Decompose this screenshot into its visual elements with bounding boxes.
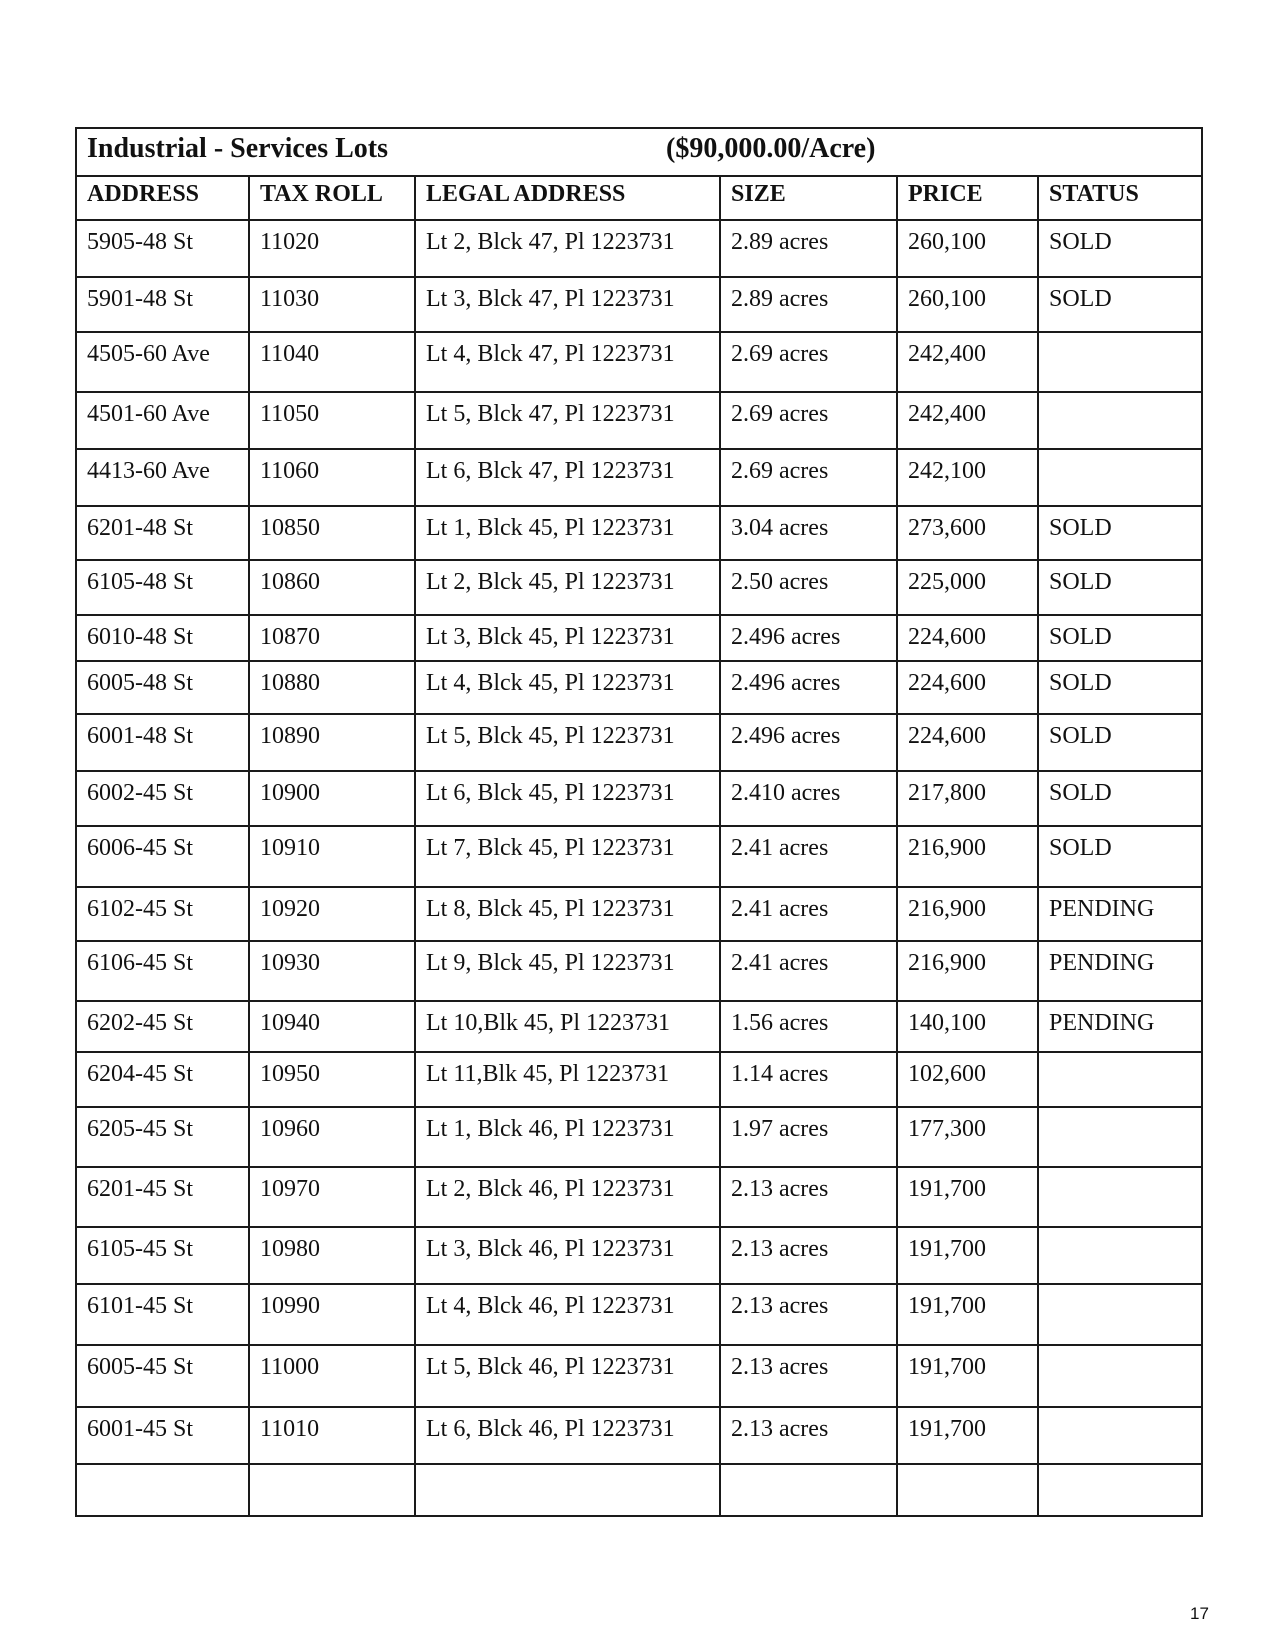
- cell-tax-roll: 10920: [249, 887, 415, 941]
- cell-size: 2.13 acres: [720, 1284, 897, 1345]
- industrial-lots-table: [75, 127, 1203, 1517]
- cell-address: 6105-45 St: [76, 1227, 249, 1284]
- cell-legal-address: Lt 6, Blck 45, Pl 1223731: [415, 771, 720, 826]
- cell-status: [1038, 1227, 1202, 1284]
- column-header-status: STATUS: [1038, 176, 1202, 220]
- cell-size: 2.496 acres: [720, 615, 897, 661]
- cell-tax-roll: 11010: [249, 1407, 415, 1464]
- cell-price: 216,900: [897, 941, 1038, 1001]
- cell-status: [1038, 449, 1202, 506]
- cell-address: 6101-45 St: [76, 1284, 249, 1345]
- table-row: [76, 560, 1202, 615]
- table-row: [76, 1464, 1202, 1516]
- cell-address: 4413-60 Ave: [76, 449, 249, 506]
- cell-price: 216,900: [897, 887, 1038, 941]
- cell-price: 242,100: [897, 449, 1038, 506]
- cell-price: 225,000: [897, 560, 1038, 615]
- cell-size: 2.410 acres: [720, 771, 897, 826]
- cell-size: 1.97 acres: [720, 1107, 897, 1167]
- cell-size: 2.13 acres: [720, 1345, 897, 1407]
- table-row: [76, 1167, 1202, 1227]
- cell-legal-address: Lt 4, Blck 45, Pl 1223731: [415, 661, 720, 714]
- table-row: [76, 392, 1202, 449]
- cell-size: 2.50 acres: [720, 560, 897, 615]
- cell-tax-roll: 10980: [249, 1227, 415, 1284]
- cell-legal-address: Lt 2, Blck 47, Pl 1223731: [415, 220, 720, 277]
- cell-price: 224,600: [897, 615, 1038, 661]
- cell-legal-address: Lt 3, Blck 45, Pl 1223731: [415, 615, 720, 661]
- cell-tax-roll: 10940: [249, 1001, 415, 1052]
- cell-tax-roll: 11040: [249, 332, 415, 392]
- table-title-cell: [76, 128, 1202, 176]
- cell-status: [1038, 332, 1202, 392]
- cell-tax-roll: 10970: [249, 1167, 415, 1227]
- table-row: [76, 1284, 1202, 1345]
- cell-size: [720, 1464, 897, 1516]
- cell-tax-roll: 11060: [249, 449, 415, 506]
- cell-size: 1.56 acres: [720, 1001, 897, 1052]
- cell-legal-address: Lt 3, Blck 47, Pl 1223731: [415, 277, 720, 332]
- cell-legal-address: [415, 1464, 720, 1516]
- column-header-size: SIZE: [720, 176, 897, 220]
- cell-status: [1038, 1284, 1202, 1345]
- table-row: [76, 615, 1202, 661]
- cell-size: 1.14 acres: [720, 1052, 897, 1107]
- cell-address: 5905-48 St: [76, 220, 249, 277]
- cell-price: [897, 1464, 1038, 1516]
- cell-price: 191,700: [897, 1284, 1038, 1345]
- cell-price: 140,100: [897, 1001, 1038, 1052]
- cell-address: 6005-48 St: [76, 661, 249, 714]
- table-row: [76, 449, 1202, 506]
- cell-status: PENDING: [1038, 887, 1202, 941]
- table-row: [76, 941, 1202, 1001]
- cell-price: 177,300: [897, 1107, 1038, 1167]
- cell-status: SOLD: [1038, 771, 1202, 826]
- cell-legal-address: Lt 9, Blck 45, Pl 1223731: [415, 941, 720, 1001]
- cell-tax-roll: 10930: [249, 941, 415, 1001]
- cell-size: 2.496 acres: [720, 661, 897, 714]
- cell-price: 102,600: [897, 1052, 1038, 1107]
- table-row: [76, 661, 1202, 714]
- table-row: [76, 1227, 1202, 1284]
- cell-price: 217,800: [897, 771, 1038, 826]
- cell-address: 6006-45 St: [76, 826, 249, 887]
- cell-size: 2.496 acres: [720, 714, 897, 771]
- cell-legal-address: Lt 5, Blck 46, Pl 1223731: [415, 1345, 720, 1407]
- cell-legal-address: Lt 5, Blck 47, Pl 1223731: [415, 392, 720, 449]
- cell-address: [76, 1464, 249, 1516]
- cell-tax-roll: 10900: [249, 771, 415, 826]
- cell-legal-address: Lt 8, Blck 45, Pl 1223731: [415, 887, 720, 941]
- cell-status: [1038, 1407, 1202, 1464]
- table-title: Industrial - Services Lots: [87, 133, 388, 164]
- table-row: [76, 887, 1202, 941]
- table-row: [76, 1107, 1202, 1167]
- table-row: [76, 714, 1202, 771]
- cell-status: SOLD: [1038, 714, 1202, 771]
- cell-status: [1038, 1464, 1202, 1516]
- cell-tax-roll: 11030: [249, 277, 415, 332]
- cell-size: 3.04 acres: [720, 506, 897, 560]
- table-row: [76, 1052, 1202, 1107]
- cell-tax-roll: 11050: [249, 392, 415, 449]
- table-row: [76, 332, 1202, 392]
- cell-tax-roll: 11020: [249, 220, 415, 277]
- cell-size: 2.13 acres: [720, 1227, 897, 1284]
- cell-price: 273,600: [897, 506, 1038, 560]
- cell-address: 6010-48 St: [76, 615, 249, 661]
- cell-address: 6002-45 St: [76, 771, 249, 826]
- cell-tax-roll: [249, 1464, 415, 1516]
- cell-size: 2.41 acres: [720, 887, 897, 941]
- cell-address: 4505-60 Ave: [76, 332, 249, 392]
- cell-legal-address: Lt 4, Blck 46, Pl 1223731: [415, 1284, 720, 1345]
- table-header-row: [76, 176, 1202, 220]
- cell-tax-roll: 10950: [249, 1052, 415, 1107]
- cell-legal-address: Lt 1, Blck 45, Pl 1223731: [415, 506, 720, 560]
- cell-legal-address: Lt 6, Blck 47, Pl 1223731: [415, 449, 720, 506]
- cell-price: 191,700: [897, 1227, 1038, 1284]
- cell-status: SOLD: [1038, 661, 1202, 714]
- cell-tax-roll: 10960: [249, 1107, 415, 1167]
- cell-legal-address: Lt 11,Blk 45, Pl 1223731: [415, 1052, 720, 1107]
- cell-status: SOLD: [1038, 615, 1202, 661]
- cell-tax-roll: 10850: [249, 506, 415, 560]
- cell-size: 2.41 acres: [720, 941, 897, 1001]
- cell-address: 6204-45 St: [76, 1052, 249, 1107]
- table-title-row: [76, 128, 1202, 176]
- cell-address: 6001-48 St: [76, 714, 249, 771]
- cell-tax-roll: 10910: [249, 826, 415, 887]
- cell-status: [1038, 1107, 1202, 1167]
- cell-address: 6102-45 St: [76, 887, 249, 941]
- table-row: [76, 1407, 1202, 1464]
- lots-table-body: [76, 128, 1202, 1516]
- cell-status: PENDING: [1038, 1001, 1202, 1052]
- cell-tax-roll: 10990: [249, 1284, 415, 1345]
- cell-size: 2.13 acres: [720, 1407, 897, 1464]
- cell-legal-address: Lt 3, Blck 46, Pl 1223731: [415, 1227, 720, 1284]
- cell-tax-roll: 10870: [249, 615, 415, 661]
- cell-status: PENDING: [1038, 941, 1202, 1001]
- cell-tax-roll: 10890: [249, 714, 415, 771]
- price-per-acre: ($90,000.00/Acre): [666, 133, 876, 164]
- cell-legal-address: Lt 4, Blck 47, Pl 1223731: [415, 332, 720, 392]
- cell-tax-roll: 10880: [249, 661, 415, 714]
- cell-price: 224,600: [897, 714, 1038, 771]
- cell-size: 2.69 acres: [720, 392, 897, 449]
- cell-address: 6201-48 St: [76, 506, 249, 560]
- cell-size: 2.69 acres: [720, 332, 897, 392]
- cell-address: 5901-48 St: [76, 277, 249, 332]
- cell-status: SOLD: [1038, 506, 1202, 560]
- cell-address: 6106-45 St: [76, 941, 249, 1001]
- cell-size: 2.89 acres: [720, 220, 897, 277]
- table-row: [76, 277, 1202, 332]
- cell-status: [1038, 1167, 1202, 1227]
- column-header-legal-address: LEGAL ADDRESS: [415, 176, 720, 220]
- cell-price: 191,700: [897, 1345, 1038, 1407]
- cell-legal-address: Lt 5, Blck 45, Pl 1223731: [415, 714, 720, 771]
- cell-legal-address: Lt 1, Blck 46, Pl 1223731: [415, 1107, 720, 1167]
- cell-address: 6201-45 St: [76, 1167, 249, 1227]
- cell-price: 224,600: [897, 661, 1038, 714]
- table-row: [76, 771, 1202, 826]
- table-row: [76, 506, 1202, 560]
- cell-address: 6205-45 St: [76, 1107, 249, 1167]
- cell-legal-address: Lt 6, Blck 46, Pl 1223731: [415, 1407, 720, 1464]
- cell-size: 2.89 acres: [720, 277, 897, 332]
- table-row: [76, 220, 1202, 277]
- cell-price: 260,100: [897, 220, 1038, 277]
- cell-status: [1038, 392, 1202, 449]
- cell-tax-roll: 10860: [249, 560, 415, 615]
- cell-price: 191,700: [897, 1407, 1038, 1464]
- cell-address: 6105-48 St: [76, 560, 249, 615]
- cell-size: 2.13 acres: [720, 1167, 897, 1227]
- column-header-address: ADDRESS: [76, 176, 249, 220]
- cell-address: 6005-45 St: [76, 1345, 249, 1407]
- table-row: [76, 826, 1202, 887]
- page-number: 17: [1190, 1604, 1209, 1623]
- cell-price: 260,100: [897, 277, 1038, 332]
- cell-legal-address: Lt 2, Blck 45, Pl 1223731: [415, 560, 720, 615]
- cell-address: 6001-45 St: [76, 1407, 249, 1464]
- cell-status: SOLD: [1038, 277, 1202, 332]
- cell-size: 2.41 acres: [720, 826, 897, 887]
- cell-status: SOLD: [1038, 560, 1202, 615]
- column-header-price: PRICE: [897, 176, 1038, 220]
- cell-status: [1038, 1345, 1202, 1407]
- cell-status: [1038, 1052, 1202, 1107]
- cell-status: SOLD: [1038, 826, 1202, 887]
- cell-price: 242,400: [897, 392, 1038, 449]
- cell-address: 4501-60 Ave: [76, 392, 249, 449]
- cell-legal-address: Lt 2, Blck 46, Pl 1223731: [415, 1167, 720, 1227]
- cell-price: 216,900: [897, 826, 1038, 887]
- cell-tax-roll: 11000: [249, 1345, 415, 1407]
- cell-status: SOLD: [1038, 220, 1202, 277]
- cell-price: 191,700: [897, 1167, 1038, 1227]
- table-row: [76, 1345, 1202, 1407]
- cell-price: 242,400: [897, 332, 1038, 392]
- cell-size: 2.69 acres: [720, 449, 897, 506]
- table-row: [76, 1001, 1202, 1052]
- column-header-tax-roll: TAX ROLL: [249, 176, 415, 220]
- cell-legal-address: Lt 10,Blk 45, Pl 1223731: [415, 1001, 720, 1052]
- cell-legal-address: Lt 7, Blck 45, Pl 1223731: [415, 826, 720, 887]
- cell-address: 6202-45 St: [76, 1001, 249, 1052]
